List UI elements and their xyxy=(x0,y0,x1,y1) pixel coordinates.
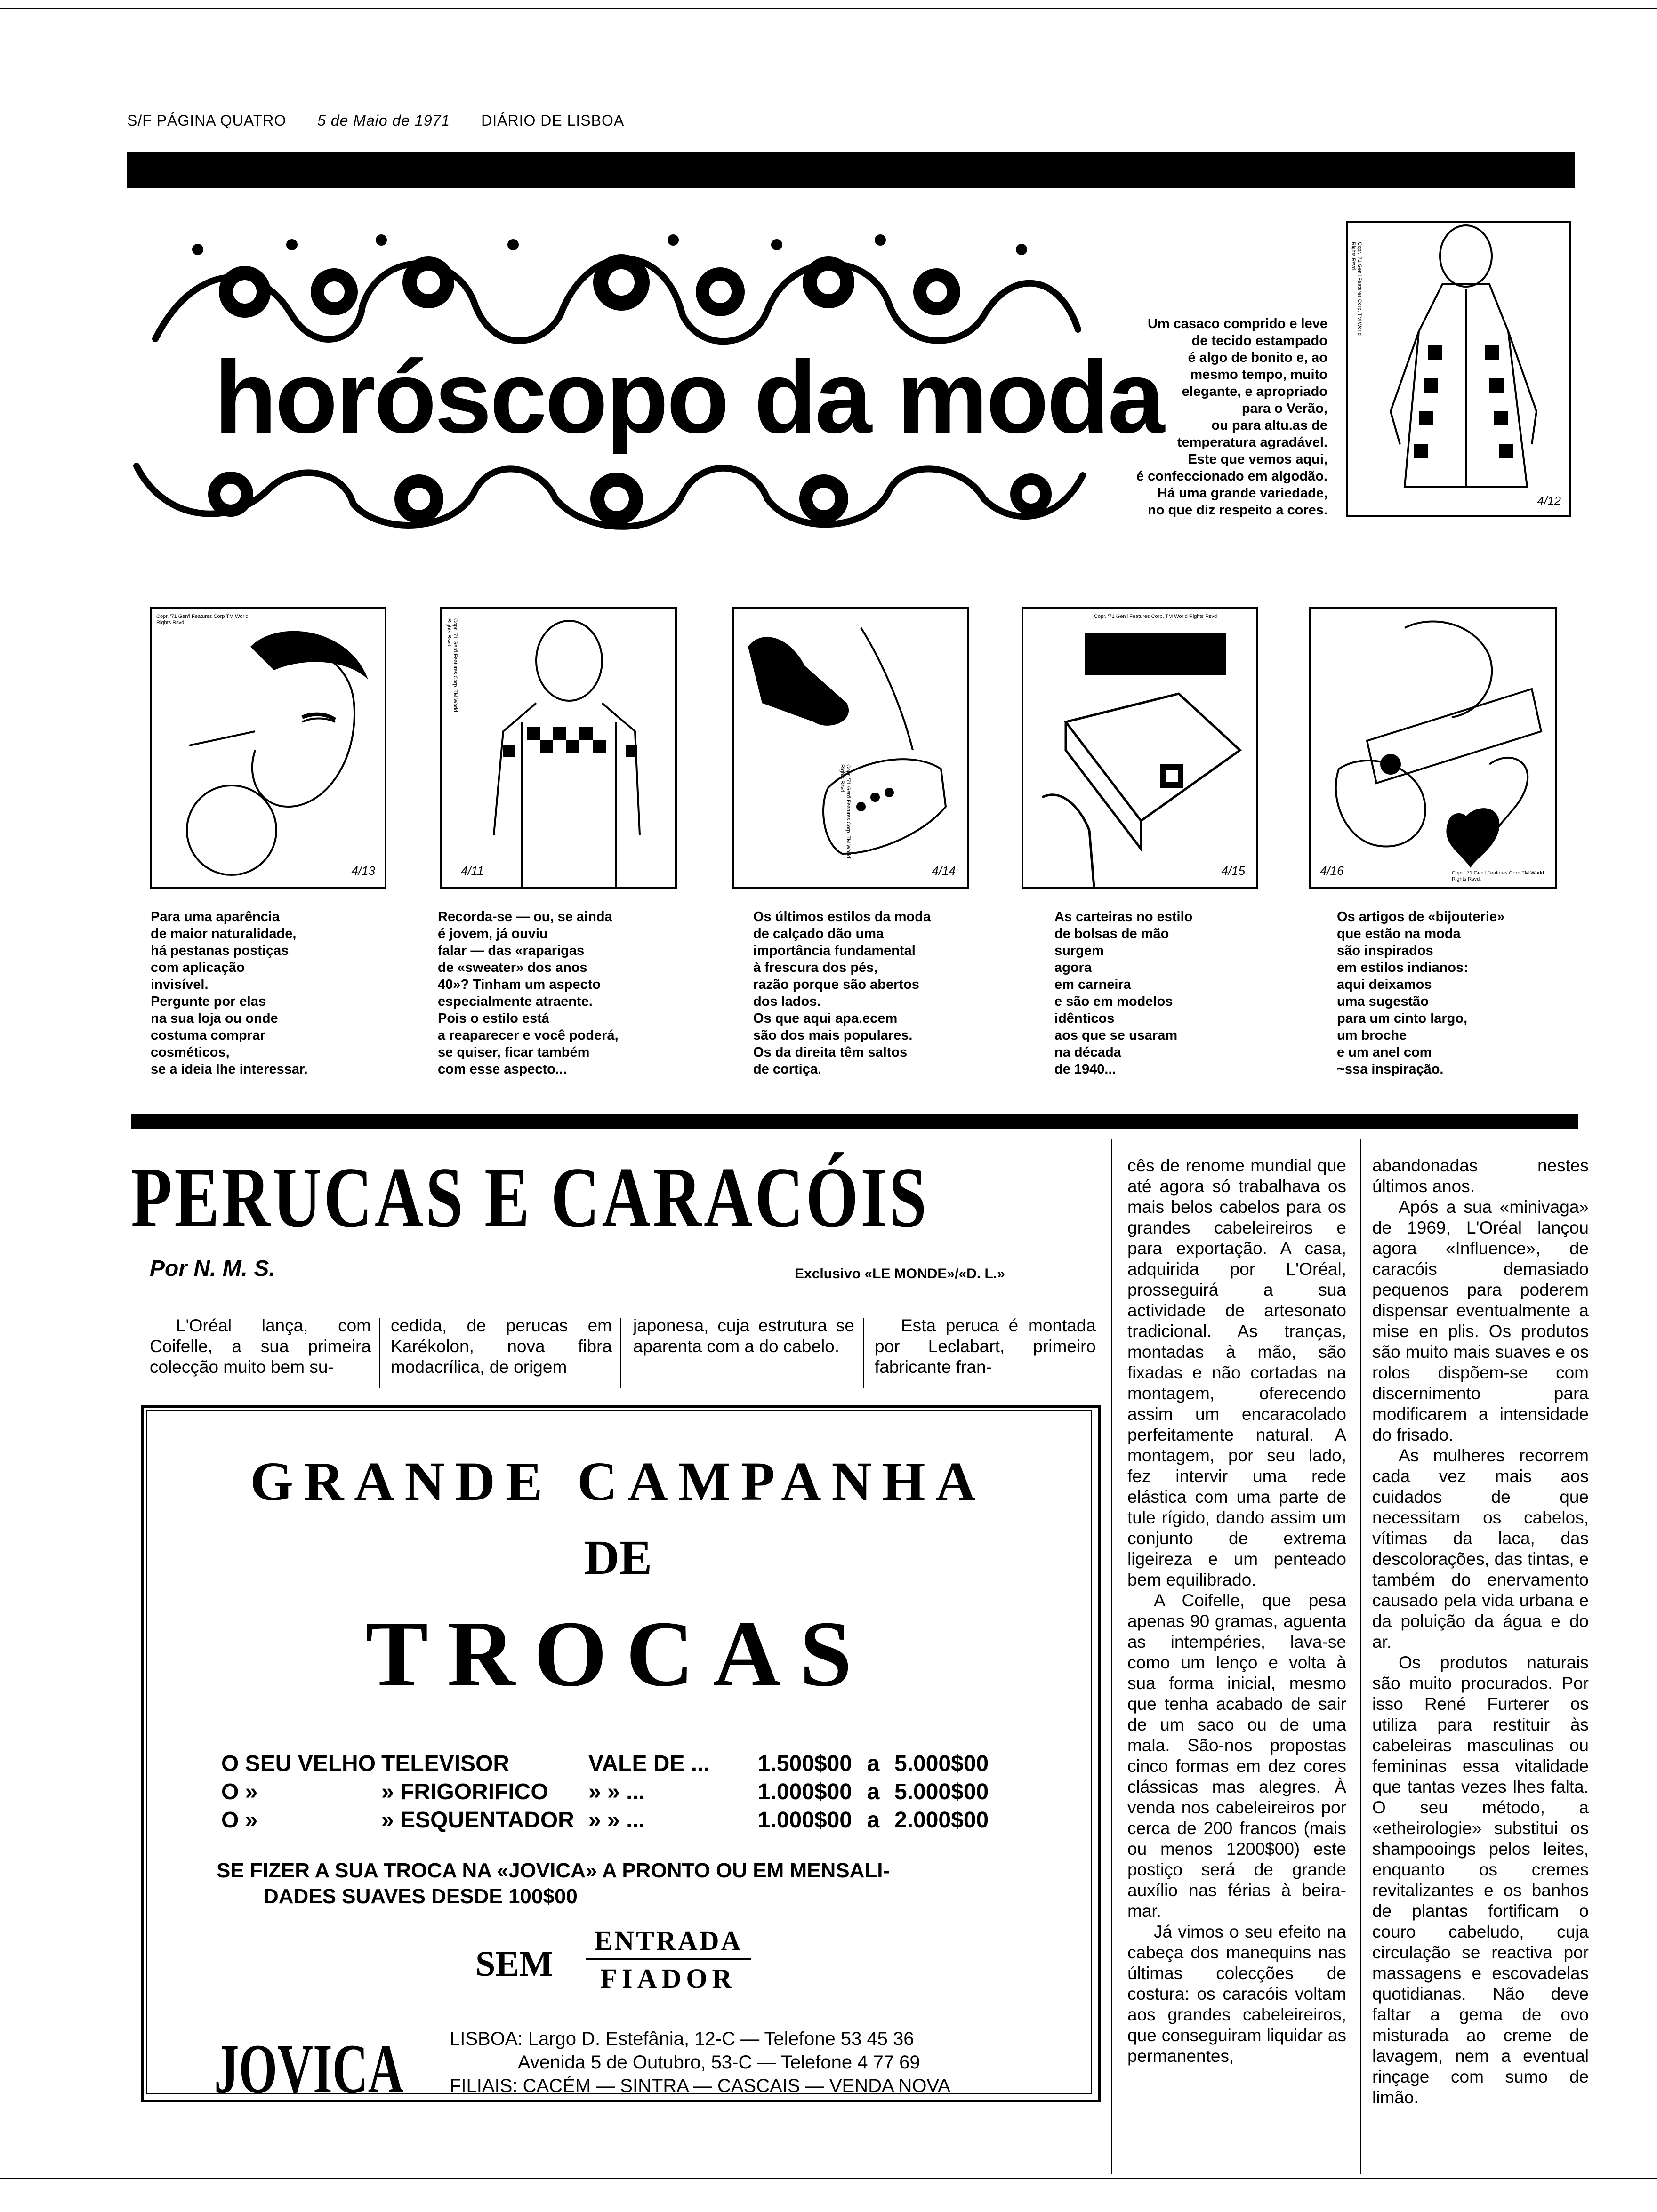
caption-line: à frescura dos pés, xyxy=(753,960,878,975)
ad-offer-line-2: DADES SUAVES DESDE 100$00 xyxy=(264,1885,578,1908)
intro-caption-line: Há uma grande variedade, xyxy=(1157,486,1327,501)
panel-shoes xyxy=(732,607,969,889)
ad-cell: a xyxy=(867,1751,880,1776)
caption-line: se a ideia lhe interessar. xyxy=(151,1062,308,1077)
lashes-drawing xyxy=(152,609,385,887)
caption-line: invisível. xyxy=(151,977,209,992)
paragraph: L'Oréal lança, com Coifelle, a sua primeira colecção muito bem su- xyxy=(150,1316,371,1377)
caption-line: se quiser, ficar também xyxy=(438,1045,590,1060)
caption-line: costuma comprar xyxy=(151,1028,265,1043)
paragraph: A Coifelle, que pesa apenas 90 gramas, aguenta as intempéries, lava-se como um lenço e volta à sua forma inicial, mesmo que tenha acabado de sair de um saco ou de uma mala. São-nos propostas cinco formas em dez cores clássicas mas alegres. À venda nos cabeleireiros por cerca de 200 francos (mais ou menos 1200$00) este postiço será de grande auxílio nas férias à beira-mar. xyxy=(1127,1591,1346,1921)
caption-line: cosméticos, xyxy=(151,1045,230,1060)
paragraph: Após a sua «minivaga» de 1969, L'Oréal lançou agora «Influence», de caracóis demasiado pequenos para poderem dispensar eventualmente a mise en plis. Os produtos são muito mais suaves e os rolos dispõem-se com discernimento para modificarem a intensidade do frisado. xyxy=(1372,1197,1589,1444)
intro-caption xyxy=(1083,315,1327,519)
ad-row xyxy=(221,1807,1003,1833)
caption-line: que estão na moda xyxy=(1337,926,1461,941)
caption-line: na sua loja ou onde xyxy=(151,1011,278,1026)
section-separator xyxy=(131,1114,1578,1129)
intro-caption-line: ou para altu.as de xyxy=(1211,418,1327,433)
intro-caption-line: mesmo tempo, muito xyxy=(1190,367,1327,382)
caption-line: uma sugestão xyxy=(1337,994,1429,1009)
ad-cell: TELEVISOR xyxy=(381,1751,510,1776)
caption-line: para um cinto largo, xyxy=(1337,1011,1468,1026)
panel-handbag xyxy=(1022,607,1258,889)
coat-copyright: Copr. '71 Gen'l Features Corp. TM World Rights Rsvd. xyxy=(1351,242,1362,336)
ad-cell: O SEU VELHO xyxy=(221,1751,376,1776)
article-exclusivo: Exclusivo «LE MONDE»/«D. L.» xyxy=(795,1266,1005,1282)
article-intro-col4 xyxy=(875,1315,1096,1378)
article-col6 xyxy=(1372,1155,1589,2108)
panel-signature: 4/14 xyxy=(932,864,956,878)
caption-line: Recorda-se — ou, se ainda xyxy=(438,909,612,924)
panel-caption-lashes xyxy=(151,908,386,1078)
intro-caption-line: Este que vemos aqui, xyxy=(1188,452,1327,467)
caption-line: surgem xyxy=(1054,943,1104,958)
column-rule xyxy=(620,1318,621,1388)
panel-copyright: Copr. '71 Gen'l Features Corp. TM World Rights Rsvd xyxy=(1094,614,1217,619)
panel-signature: 4/13 xyxy=(351,864,375,878)
paragraph: abandonadas nestes últimos anos. xyxy=(1372,1156,1589,1196)
ad-cell: a xyxy=(867,1808,880,1833)
column-rule xyxy=(863,1318,864,1388)
ad-headline-1: GRANDE CAMPANHA xyxy=(250,1451,986,1512)
ad-cell: O » xyxy=(221,1779,258,1804)
ornament-bottom xyxy=(127,447,1092,541)
column-rule xyxy=(1360,1139,1361,2174)
ad-cell: a xyxy=(867,1779,880,1804)
paragraph: Os produtos naturais são muito procurados. Por isso René Furterer os utiliza para restituir às cabeleiras masculinas ou femininas essa vitalidade que tantas vezes lhes falta. O seu método, a «etheirologie» substitui os shampooings pelos leites, enquanto os cremes revitalizantes e os banhos de plantas fortificam o couro cabeludo, cuja circulação se reactiva por massagens e escovadelas quotidianas. Não deve faltar a gema de ovo misturada ao creme de lavagem, nem a eventual rinçage com sumo de limão. xyxy=(1372,1653,1589,2107)
caption-line: a reaparecer e você poderá, xyxy=(438,1028,619,1043)
horoscopo-title: horóscopo da moda xyxy=(214,340,1163,455)
caption-line: de «sweater» dos anos xyxy=(438,960,587,975)
header-black-bar xyxy=(127,152,1575,188)
panel-caption-shoes xyxy=(753,908,989,1078)
ad-cell: » ESQUENTADOR xyxy=(381,1808,574,1833)
ad-row xyxy=(221,1779,1003,1805)
ad-cell: » » ... xyxy=(588,1779,645,1804)
panel-sweater xyxy=(440,607,677,889)
caption-line: aos que se usaram xyxy=(1054,1028,1178,1043)
panel-caption-jewelry xyxy=(1337,908,1572,1078)
column-rule xyxy=(1111,1139,1112,2174)
ad-cell: 5.000$00 xyxy=(894,1751,989,1776)
article-intro-col2 xyxy=(391,1315,612,1378)
panel-copyright: Copr. '71 Gen'l Features Corp TM World Rights Rsvd xyxy=(156,614,249,625)
caption-line: são inspirados xyxy=(1337,943,1433,958)
ad-fiador: FIADOR xyxy=(600,1963,737,1994)
caption-line: ~ssa inspiração. xyxy=(1337,1062,1444,1077)
caption-line: de maior naturalidade, xyxy=(151,926,297,941)
panel-signature: 4/16 xyxy=(1320,864,1344,878)
caption-line: de bolsas de mão xyxy=(1054,926,1169,941)
caption-line: Os artigos de «bijouterie» xyxy=(1337,909,1505,924)
caption-line: de cortiça. xyxy=(753,1062,822,1077)
intro-caption-line: no que diz respeito a cores. xyxy=(1148,503,1327,518)
jewelry-drawing xyxy=(1311,609,1555,887)
caption-line: Pois o estilo está xyxy=(438,1011,549,1026)
sweater-drawing xyxy=(442,609,675,887)
intro-caption-line: de tecido estampado xyxy=(1191,333,1327,348)
caption-line: dos lados. xyxy=(753,994,821,1009)
ad-cell: 1.500$00 xyxy=(757,1751,852,1776)
panel-jewelry xyxy=(1309,607,1557,889)
article-byline: Por N. M. S. xyxy=(150,1256,275,1281)
ad-fraction-line xyxy=(586,1958,751,1960)
ad-headline-2: DE xyxy=(584,1531,652,1585)
caption-line: especialmente atraente. xyxy=(438,994,593,1009)
caption-line: há pestanas postiças xyxy=(151,943,289,958)
intro-caption-line: Um casaco comprido e leve xyxy=(1148,316,1327,331)
header-section: S/F PÁGINA QUATRO xyxy=(127,112,287,129)
panel-copyright: Copr. '71 Gen'l Features Corp. TM World Rights Rsvd. xyxy=(446,618,458,712)
handbag-drawing xyxy=(1023,609,1256,887)
caption-line: Os últimos estilos da moda xyxy=(753,909,931,924)
intro-caption-line: é algo de bonito e, ao xyxy=(1188,350,1327,365)
caption-line: Pergunte por elas xyxy=(151,994,266,1009)
caption-line: e são em modelos xyxy=(1054,994,1173,1009)
caption-line: 40»? Tinham um aspecto xyxy=(438,977,601,992)
caption-line: importância fundamental xyxy=(753,943,916,958)
paragraph: cedida, de perucas em Karékolon, nova fibra modacrílica, de origem xyxy=(391,1316,612,1377)
caption-line: um broche xyxy=(1337,1028,1407,1043)
ad-cell: 1.000$00 xyxy=(757,1808,852,1833)
intro-caption-line: temperatura agradável. xyxy=(1177,435,1327,450)
ad-cell: VALE DE ... xyxy=(588,1751,710,1776)
ad-cell: » FRIGORIFICO xyxy=(381,1779,548,1804)
article-col5 xyxy=(1127,1155,1346,2067)
caption-line: são dos mais populares. xyxy=(753,1028,913,1043)
header-paper: DIÁRIO DE LISBOA xyxy=(481,112,625,129)
ad-cell: » » ... xyxy=(588,1808,645,1833)
panel-copyright: Copr. '71 Gen'l Features Corp TM World Rights Rsvd. xyxy=(1452,870,1544,882)
caption-line: na década xyxy=(1054,1045,1121,1060)
paragraph: cês de renome mundial que até agora só trabalhava os mais belos cabelos para os grandes cabeleireiros e para exportação. A casa, adquirida por L'Oréal, prosseguirá a sua actividade de artesonato tradicional. As tranças, montadas à mão, são fixadas e não cortadas na montagem, oferecendo assim um encaracolado perfeitamente natural. A montagem, por seu lado, fez intervir uma rede elástica com uma parte de tule rígido, dando assim um conjunto de extrema ligeireza e um penteado bem equilibrado. xyxy=(1127,1156,1346,1589)
ad-sem: SEM xyxy=(475,1944,553,1984)
ad-brand: JOVICA xyxy=(214,2030,404,2108)
paragraph: Já vimos o seu efeito na cabeça dos manequins nas últimas colecções de costura: os caracóis voltam aos grandes cabeleireiros, que conseguiram liquidar as permanentes, xyxy=(1127,1922,1346,2066)
panel-lashes xyxy=(150,607,386,889)
article-headline: PERUCAS E CARACÓIS xyxy=(131,1149,929,1245)
caption-line: idênticos xyxy=(1054,1011,1115,1026)
caption-line: razão porque são abertos xyxy=(753,977,919,992)
ad-address-3: FILIAIS: CACÉM — SINTRA — CASCAIS — VENDA NOVA xyxy=(450,2076,950,2096)
page-header xyxy=(127,112,651,129)
coat-signature: 4/12 xyxy=(1537,494,1561,508)
panel-caption-sweater xyxy=(438,908,683,1078)
panel-signature: 4/11 xyxy=(461,864,484,878)
caption-line: com esse aspecto... xyxy=(438,1062,567,1077)
panel-signature: 4/15 xyxy=(1221,864,1245,878)
ad-offer-line-1: SE FIZER A SUA TROCA NA «JOVICA» A PRONTO OU EM MENSALI- xyxy=(217,1859,890,1882)
panel-copyright: Copr. '71 Gen'l Features Corp. TM World Rights Rsvd. xyxy=(839,764,851,858)
caption-line: Para uma aparência xyxy=(151,909,280,924)
caption-line: Os que aqui apa.ecem xyxy=(753,1011,898,1026)
ad-cell: 1.000$00 xyxy=(757,1779,852,1804)
caption-line: e um anel com xyxy=(1337,1045,1432,1060)
caption-line: em estilos indianos: xyxy=(1337,960,1468,975)
ad-address-2: Avenida 5 de Outubro, 53-C — Telefone 4 77 69 xyxy=(518,2052,920,2073)
paragraph: As mulheres recorrem cada vez mais aos cuidados de que necessitam os cabelos, vítimas da laca, das descolorações, das tintas, e também do enervamento causado pela vida urbana e da poluição da água e do ar. xyxy=(1372,1446,1589,1651)
paragraph: japonesa, cuja estrutura se aparenta com a do cabelo. xyxy=(633,1316,854,1356)
column-rule xyxy=(379,1318,380,1388)
ad-cell: 2.000$00 xyxy=(894,1808,989,1833)
paragraph: Esta peruca é montada por Leclabart, primeiro fabricante fran- xyxy=(875,1316,1096,1377)
ad-cell: O » xyxy=(221,1808,258,1833)
coat-illustration xyxy=(1346,221,1571,517)
article-intro-col1 xyxy=(150,1315,371,1378)
caption-line: é jovem, já ouviu xyxy=(438,926,548,941)
caption-line: de calçado dão uma xyxy=(753,926,884,941)
coat-drawing xyxy=(1348,223,1569,515)
ad-row xyxy=(221,1751,1003,1777)
caption-line: em carneira xyxy=(1054,977,1131,992)
caption-line: agora xyxy=(1054,960,1092,975)
intro-caption-line: para o Verão, xyxy=(1241,401,1327,416)
caption-line: Os da direita têm saltos xyxy=(753,1045,908,1060)
intro-caption-line: é confeccionado em algodão. xyxy=(1136,469,1327,484)
caption-line: falar — das «raparigas xyxy=(438,943,585,958)
panel-caption-handbag xyxy=(1054,908,1280,1078)
ad-cell: 5.000$00 xyxy=(894,1779,989,1804)
caption-line: de 1940... xyxy=(1054,1062,1116,1077)
ad-headline-3: TROCAS xyxy=(365,1602,871,1706)
ad-address-1: LISBOA: Largo D. Estefânia, 12-C — Telefone 53 45 36 xyxy=(450,2028,914,2049)
top-rule xyxy=(0,8,1657,9)
intro-caption-line: elegante, e apropriado xyxy=(1182,384,1327,399)
article-intro-col3 xyxy=(633,1315,854,1357)
bottom-rule xyxy=(0,2178,1657,2179)
header-date: 5 de Maio de 1971 xyxy=(317,112,450,129)
ad-entrada: ENTRADA xyxy=(594,1925,743,1956)
caption-line: aqui deixamos xyxy=(1337,977,1432,992)
caption-line: As carteiras no estilo xyxy=(1054,909,1193,924)
caption-line: com aplicação xyxy=(151,960,245,975)
